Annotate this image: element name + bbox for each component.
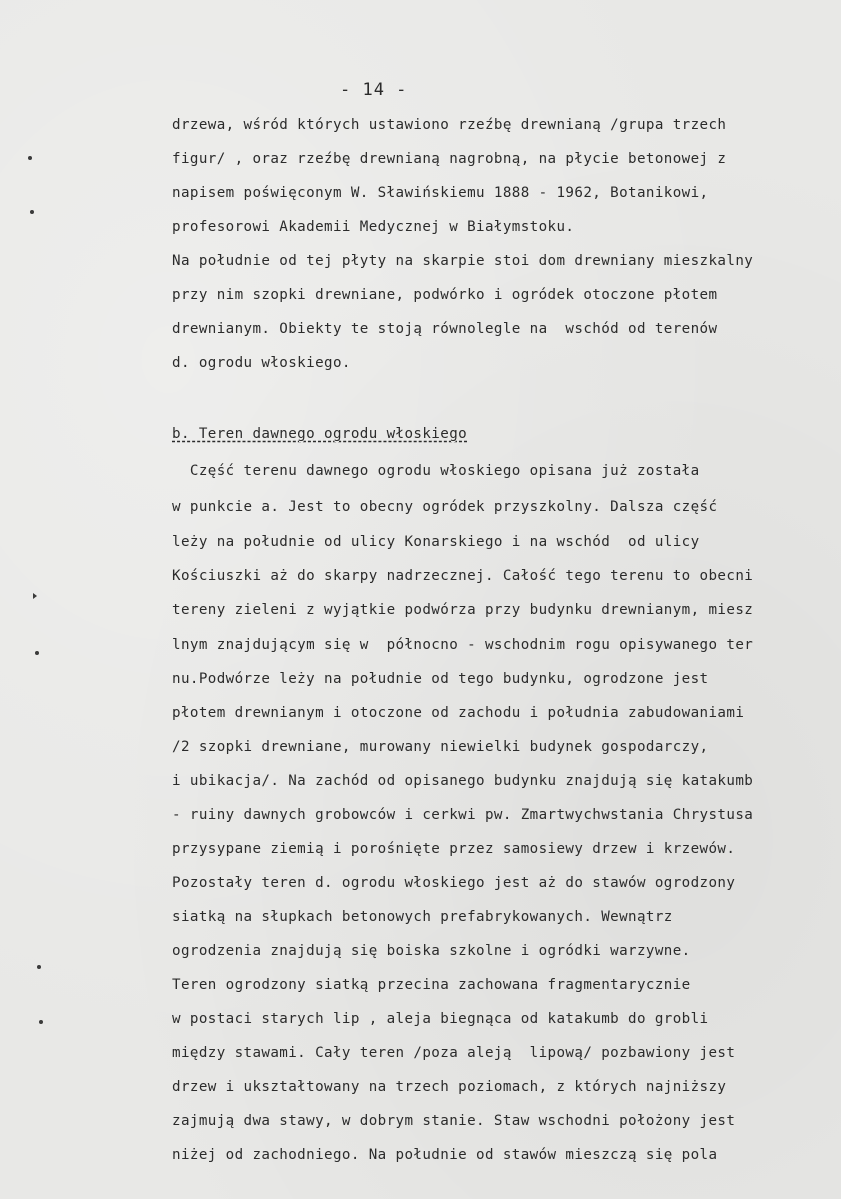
text-line: drewnianym. Obiekty te stoją równolegle na wschód od terenów bbox=[172, 321, 718, 337]
text-line: zajmują dwa stawy, w dobrym stanie. Staw wschodni położony jest bbox=[172, 1113, 736, 1129]
text-line: niżej od zachodniego. Na południe od stawów mieszczą się pola bbox=[172, 1147, 718, 1163]
text-line: profesorowi Akademii Medycznej w Białymstoku. bbox=[172, 219, 575, 235]
text-line: Pozostały teren d. ogrodu włoskiego jest aż do stawów ogrodzony bbox=[172, 875, 736, 891]
page-number: - 14 - bbox=[340, 80, 408, 100]
text-line: przysypane ziemią i porośnięte przez samosiewy drzew i krzewów. bbox=[172, 841, 736, 857]
text-line: Kościuszki aż do skarpy nadrzecznej. Całość tego terenu to obecni bbox=[172, 568, 754, 584]
text-line: i ubikacja/. Na zachód od opisanego budynku znajdują się katakumb bbox=[172, 773, 754, 789]
text-line: drzewa, wśród których ustawiono rzeźbę drewnianą /grupa trzech bbox=[172, 117, 727, 133]
text-line: ogrodzenia znajdują się boiska szkolne i ogródki warzywne. bbox=[172, 943, 691, 959]
text-line: figur/ , oraz rzeźbę drewnianą nagrobną, na płycie betonowej z bbox=[172, 151, 727, 167]
margin-mark bbox=[33, 593, 37, 599]
text-line: tereny zieleni z wyjątkie podwórza przy budynku drewnianym, miesz bbox=[172, 602, 754, 618]
margin-mark bbox=[30, 210, 34, 214]
text-line: w postaci starych lip , aleja biegnąca od katakumb do grobli bbox=[172, 1011, 709, 1027]
text-line: w punkcie a. Jest to obecny ogródek przyszkolny. Dalsza część bbox=[172, 499, 718, 515]
text-line: lnym znajdującym się w północno - wschodnim rogu opisywanego ter bbox=[172, 637, 754, 653]
text-line: płotem drewnianym i otoczone od zachodu i południa zabudowaniami bbox=[172, 705, 745, 721]
text-line: Część terenu dawnego ogrodu włoskiego opisana już została bbox=[172, 463, 700, 479]
margin-mark bbox=[35, 651, 39, 655]
section-heading: b. Teren dawnego ogrodu włoskiego bbox=[172, 426, 468, 442]
margin-mark bbox=[28, 156, 32, 160]
text-line: /2 szopki drewniane, murowany niewielki budynek gospodarczy, bbox=[172, 739, 709, 755]
text-line: - ruiny dawnych grobowców i cerkwi pw. Zmartwychwstania Chrystusa bbox=[172, 807, 754, 823]
text-line: siatką na słupkach betonowych prefabrykowanych. Wewnątrz bbox=[172, 909, 673, 925]
text-line: Teren ogrodzony siatką przecina zachowana fragmentarycznie bbox=[172, 977, 691, 993]
text-line: Na południe od tej płyty na skarpie stoi dom drewniany mieszkalny bbox=[172, 253, 754, 269]
text-line: drzew i ukształtowany na trzech poziomach, z których najniższy bbox=[172, 1079, 727, 1095]
text-line: leży na południe od ulicy Konarskiego i na wschód od ulicy bbox=[172, 534, 700, 550]
text-line: między stawami. Cały teren /poza aleją lipową/ pozbawiony jest bbox=[172, 1045, 736, 1061]
margin-mark bbox=[39, 1020, 43, 1024]
text-line: napisem poświęconym W. Sławińskiemu 1888 - 1962, Botanikowi, bbox=[172, 185, 709, 201]
margin-mark bbox=[37, 965, 41, 969]
text-line: przy nim szopki drewniane, podwórko i ogródek otoczone płotem bbox=[172, 287, 718, 303]
text-line: d. ogrodu włoskiego. bbox=[172, 355, 351, 371]
text-line: nu.Podwórze leży na południe od tego budynku, ogrodzone jest bbox=[172, 671, 709, 687]
